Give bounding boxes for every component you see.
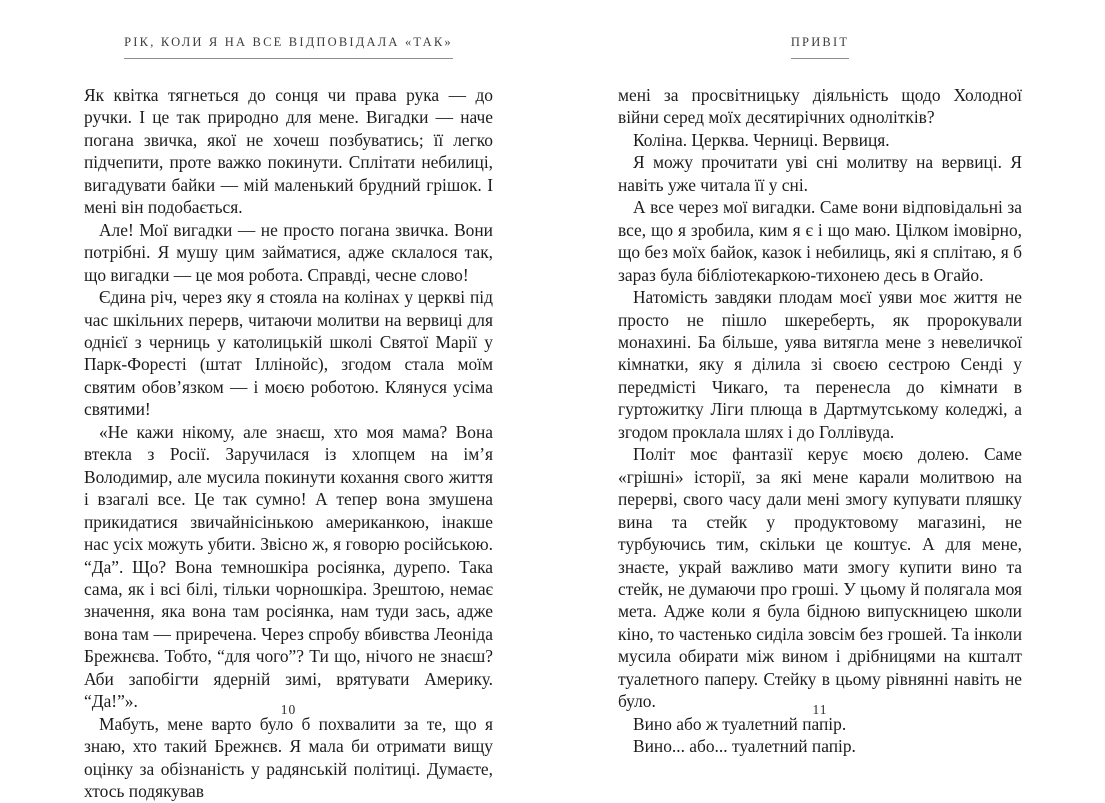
paragraph: Єдина річ, через яку я стояла на колінах у церкві під час шкільних перерв, читаючи молитви на вервиці для однієї з черниць у католицькій школі Святої Марії у Парк-Форесті (штат Іллінойс), згодом стала моїм святим обов’язком — і моєю роботою. Клянуся усіма святими! (84, 287, 493, 420)
page-number-right: 11 (812, 702, 828, 717)
left-page-body (84, 84, 493, 803)
running-head-left (84, 35, 493, 59)
running-head-left-text: РІК, КОЛИ Я НА ВСЕ ВІДПОВІДАЛА «ТАК» (124, 35, 453, 59)
paragraph: Вино або ж туалетний папір. (633, 713, 847, 734)
left-page (84, 0, 493, 802)
paragraph: Мабуть, мене варто було б похвалити за те, що я знаю, хто такий Брежнєв. Я мала би отримати вищу оцінку за обізнаність у радянській політиці. Думаєте, хтось подякував (84, 713, 493, 802)
paragraph: А все через мої вигадки. Саме вони відповідальні за все, що я зробила, ким я є і що маю. Цілком імовірно, що без моїх байок, казок і небилиць, які я сплітаю, я б зараз була бібліотекаркою-тихонею десь в Огайо. (618, 197, 1022, 285)
right-page (618, 0, 1022, 762)
paragraph: «Не кажи нікому, але знаєш, хто моя мама? Вона втекла з Росії. Заручилася із хлопцем на ім’я Володимир, але мусила покинути кохання свого життя і взагалі все. Це так сумно! А тепер вона змушена прикидатися звичайнісінькою американкою, інакше нас усіх можуть убити. Звісно ж, я говорю російською. “Да”. Що? Вона темношкіра росіянка, дурепо. Така сама, як і всі білі, тільки чорношкіра. Зрештою, немає значення, яка вона там росіянка, нам туди зась, адже вона там — приречена. Через спробу вбивства Леоніда Брежнєва. Тобто, “для чого”? Ти що, нічого не знаєш? Аби запобігти ядерній зимі, врятувати Америку. “Да!”». (84, 421, 493, 712)
paragraph: Політ моє фантазії керує моєю долею. Саме «грішні» історії, за які мене карали молитвою на перерві, свого часу дали мені змогу купувати пляшку вина та стейк у продуктовому магазині, не турбуючись тим, скільки це коштує. А для мене, знаєте, украй важливо мати змогу купити вино та стейк, не думаючи про гроші. У цьому й полягала моя мета. Адже коли я була бідною випускницею школи кіно, то частенько сиділа зовсім без грошей. Та інколи мусила обирати між вином і дрібницями на кшталт туалетного паперу. Стейку в цьому рівнянні навіть не було. (618, 444, 1022, 712)
paragraph: Натомість завдяки плодам моєї уяви моє життя не просто не пішло шкереберть, як пророкували монахині. Ба більше, уява витягла мене з невеличкої кімнатки, яку я ділила зі своєю сестрою Сенді у передмісті Чикаго, та перенесла до кімнати в гуртожитку Ліги плюща в Дартмутському коледжі, а згодом проклала шлях і до Голлівуда. (618, 287, 1022, 442)
paragraph: Але! Мої вигадки — не просто погана звичка. Вони потрібні. Я мушу цим займатися, адже склалося так, що вигадки — це моя робота. Справді, чесне слово! (84, 219, 493, 285)
page-number-left: 10 (280, 702, 297, 717)
running-head-right (618, 35, 1022, 59)
paragraph: Коліна. Церква. Черниці. Вервиця. (633, 129, 890, 150)
running-head-right-text: ПРИВІТ (791, 35, 849, 59)
paragraph: Я можу прочитати уві сні молитву на вервиці. Я навіть уже читала її у сні. (618, 152, 1022, 195)
right-page-body (618, 84, 1022, 758)
paragraph: мені за просвітницьку діяльність щодо Холодної війни серед моїх десятирічних однолітків? (618, 85, 1022, 128)
paragraph: Вино... або... туалетний папір. (633, 736, 856, 757)
paragraph: Як квітка тягнеться до сонця чи права рука — до ручки. І це так природно для мене. Вигадки — наче погана звичка, якої не хочеш позбуватись; її легко підчепити, проте важко покинути. Сплітати небилиці, вигадувати байки — мій маленький брудний грішок. І мені він подобається. (84, 85, 493, 218)
